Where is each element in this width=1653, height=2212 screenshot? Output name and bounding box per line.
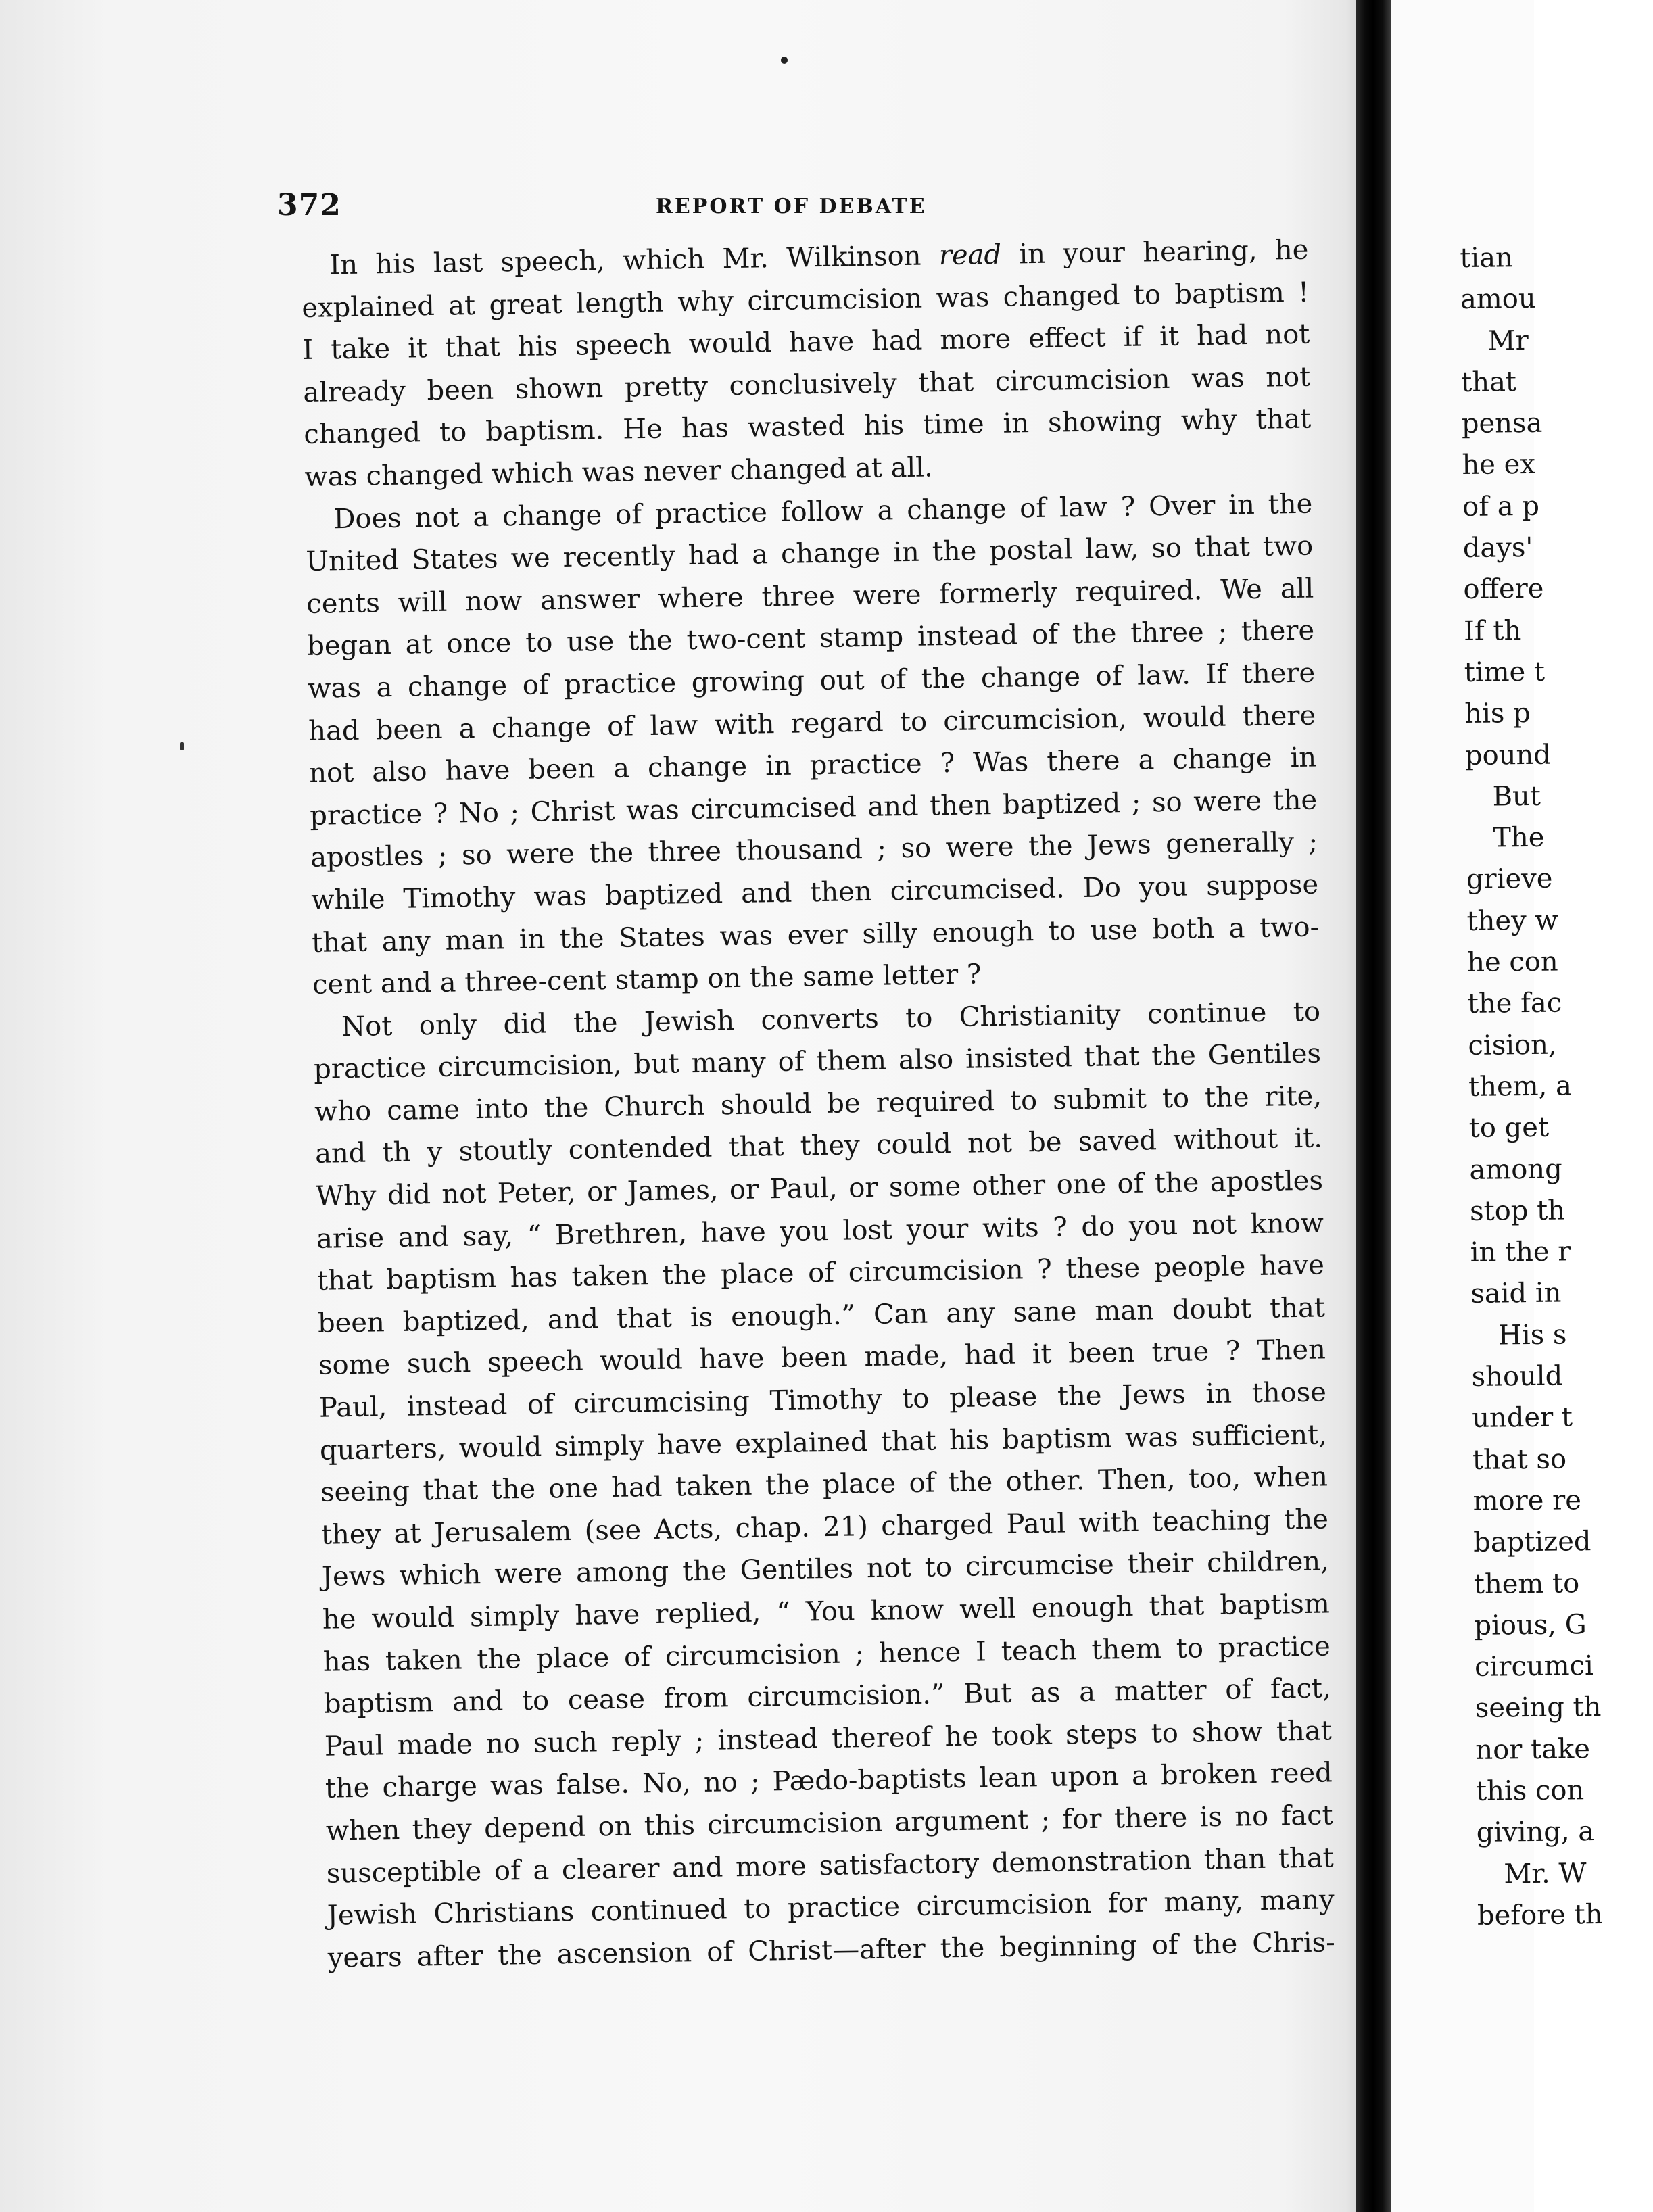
facing-text-line: pound (1464, 739, 1552, 771)
running-head: REPORT OF DEBATE (656, 195, 927, 218)
text-line: and th y stoutly contended that they could not be saved without it. (314, 1122, 1323, 1170)
facing-text-line: to get (1468, 1111, 1550, 1145)
text-line: cents will now answer where three were formerly required. We all (306, 573, 1314, 620)
text-line: United States we recently had a change in the postal law, so that two (306, 530, 1314, 578)
facing-text-line: more re (1472, 1485, 1582, 1517)
text-line: had been a change of law with regard to circumcision, would there (308, 700, 1316, 747)
text-line: changed to baptism. He has wasted his time in showing why that (304, 403, 1312, 451)
text-line: began at once to use the two-cent stamp instead of the three ; there (306, 615, 1315, 663)
text-line: years after the ascension of Christ—after the beginning of the Chris- (327, 1927, 1335, 1974)
facing-text-line: among (1469, 1153, 1562, 1186)
text-line: arise and say, “ Brethren, have you lost your wits ? do you not know (316, 1207, 1324, 1255)
facing-text-line: The (1493, 821, 1545, 854)
facing-page-text (1460, 236, 1653, 1937)
body-text (301, 229, 1335, 1979)
text-line: already been shown pretty conclusively that circumcision was not (303, 361, 1311, 408)
text-line: who came into the Church should be required to submit to the rite, (314, 1080, 1322, 1128)
facing-text-line: His s (1498, 1319, 1567, 1351)
facing-text-line: giving, a (1476, 1816, 1595, 1849)
facing-text-line: If th (1463, 615, 1522, 647)
facing-text-line: them, a (1468, 1070, 1573, 1103)
margin-mark (180, 742, 184, 750)
facing-text-line: before th (1477, 1898, 1603, 1931)
text-line: Does not a change of practice follow a change of law ? Over in the (333, 488, 1313, 535)
facing-text-line: Mr (1487, 324, 1529, 357)
text-line: baptism and to cease from circumcision.” But as a matter of fact, (323, 1673, 1332, 1720)
facing-text-line: this con (1475, 1775, 1585, 1807)
text-line: while Timothy was baptized and then circumcised. Do you suppose (310, 869, 1319, 916)
text-line: explained at great length why circumcision was changed to baptism ! (302, 276, 1310, 324)
facing-text-line: Mr. W (1504, 1857, 1587, 1890)
text-line: seeing that the one had taken the place of the other. Then, too, when (320, 1461, 1328, 1508)
page-header (277, 188, 1312, 229)
text-line: cent and a three-cent stamp on the same letter ? (312, 959, 982, 1001)
text-line: susceptible of a clearer and more satisfactory demonstration than that (326, 1842, 1335, 1890)
facing-text-line: time t (1464, 656, 1546, 688)
text-line: that baptism has taken the place of circumcision ? these people have (316, 1249, 1325, 1297)
text-line: when they depend on this circumcision argument ; for there is no fact (325, 1800, 1334, 1847)
text-line: that any man in the States was ever silly enough to use both a two- (311, 911, 1320, 959)
text-line: Why did not Peter, or James, or Paul, or some other one of the apostles (315, 1165, 1324, 1212)
facing-text-line: under t (1472, 1401, 1573, 1435)
facing-text-line: he con (1466, 946, 1558, 978)
facing-text-line: the fac (1467, 987, 1562, 1020)
facing-text-line: cision, (1468, 1029, 1557, 1061)
facing-text-line: pensa (1461, 407, 1543, 440)
facing-text-line: stop th (1469, 1195, 1566, 1227)
facing-text-line: offere (1463, 573, 1544, 606)
text-line: practice circumcision, but many of them also insisted that the Gentiles (313, 1038, 1322, 1086)
facing-text-line: But (1492, 780, 1541, 813)
facing-text-line: days' (1462, 531, 1533, 564)
facing-text-line: circumci (1474, 1650, 1594, 1683)
facing-text-line: nor take (1475, 1733, 1591, 1766)
page-number: 372 (277, 188, 341, 222)
facing-text-line: he ex (1462, 449, 1536, 481)
facing-text-line: seeing th (1475, 1691, 1602, 1725)
text-line: was a change of practice growing out of the change of law. If there (307, 657, 1316, 704)
facing-text-line: grieve (1466, 863, 1553, 896)
facing-text-line: amou (1460, 283, 1536, 316)
facing-text-line: of a p (1462, 490, 1540, 523)
text-line: has taken the place of circumcision ; hence I teach them to practice (322, 1630, 1331, 1678)
text-line: Jews which were among the Gentiles not to circumcise their children, (321, 1545, 1330, 1593)
text-line: Jewish Christians continued to practice circumcision for many, many (327, 1884, 1335, 1931)
facing-text-line: tian (1460, 242, 1514, 274)
text-line: Paul made no such reply ; instead thereof he took steps to show that (324, 1715, 1333, 1762)
text-line: quarters, would simply have explained that his baptism was sufficient, (319, 1419, 1328, 1466)
text-line: they at Jerusalem (see Acts, chap. 21) charged Paul with teaching the (320, 1504, 1329, 1551)
text-line: been baptized, and that is enough.” Can any sane man doubt that (317, 1292, 1326, 1339)
facing-text-line: his p (1464, 698, 1531, 730)
facing-text-line: that (1460, 366, 1517, 398)
facing-text-line: pious, G (1474, 1608, 1587, 1641)
ink-speck (781, 57, 788, 64)
facing-text-line: said in (1470, 1277, 1562, 1310)
facing-text-line: that so (1472, 1443, 1567, 1476)
text-line: the charge was false. No, no ; Pædo-baptists lean upon a broken reed (325, 1757, 1333, 1805)
facing-page (1391, 0, 1603, 2212)
emphasized-word: read (938, 239, 1002, 272)
text-line: not also have been a change in practice ? Was there a change in (308, 742, 1317, 790)
text-line: Paul, instead of circumcising Timothy to please the Jews in those (318, 1376, 1327, 1424)
text-line: he would simply have replied, “ You know well enough that baptism (322, 1588, 1331, 1635)
facing-text-line: in the r (1470, 1236, 1571, 1269)
facing-text-line: baptized (1472, 1526, 1591, 1559)
facing-text-line: them to (1473, 1567, 1580, 1600)
text-line: I take it that his speech would have had more effect if it had not (302, 318, 1310, 366)
text-line: Not only did the Jewish converts to Christianity continue to (341, 996, 1321, 1042)
text-line: some such speech would have been made, had it been true ? Then (318, 1334, 1326, 1382)
text-line: In his last speech, which Mr. Wilkinson read in your hearing, he (329, 234, 1309, 281)
text-line: practice ? No ; Christ was circumcised and then baptized ; so were the (309, 784, 1318, 832)
text-line: apostles ; so were the three thousand ; so were the Jews generally ; (310, 826, 1318, 874)
facing-text-line: should (1471, 1360, 1563, 1393)
facing-text-line: they w (1466, 905, 1558, 937)
book-gutter (1356, 0, 1391, 2212)
text-line: was changed which was never changed at all. (304, 452, 934, 493)
